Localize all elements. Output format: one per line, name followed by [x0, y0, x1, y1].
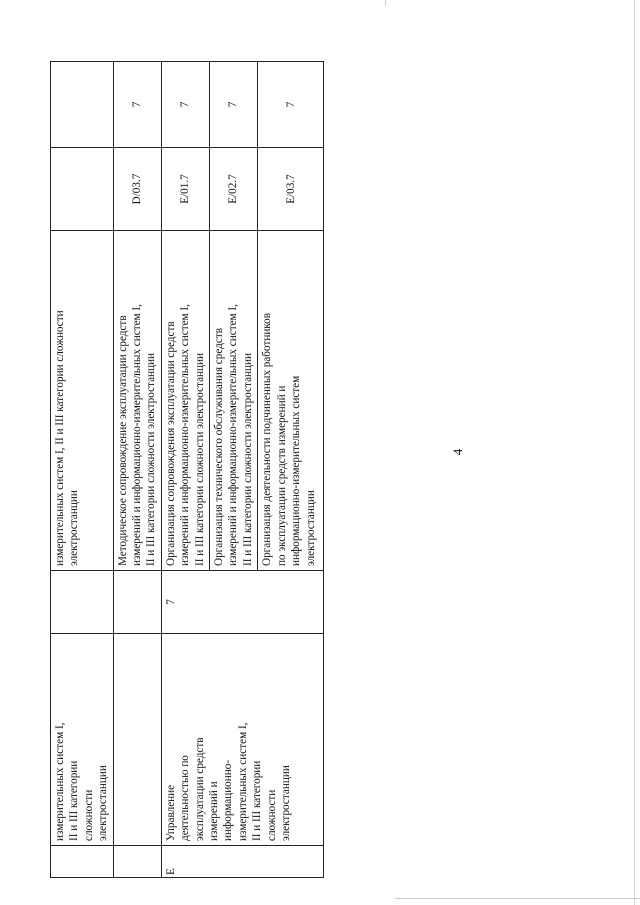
code-cell: E/03.7 — [258, 148, 324, 231]
text-line: информационно- — [222, 759, 235, 841]
text-line: измерительных систем I, — [54, 722, 66, 841]
level-cell — [51, 571, 114, 634]
text-line: Организация технического обслуживания средств — [213, 328, 226, 566]
labor-function-cell — [51, 231, 114, 571]
text-line: II и III категории сложности электростанции — [145, 353, 158, 566]
sublevel-cell: 7 — [258, 62, 324, 148]
scan-edge-top — [385, 0, 386, 6]
generalized-function-cell — [161, 634, 323, 846]
labor-function-cell — [258, 231, 324, 571]
text-line: измерительных систем I, II и III категории сложности — [54, 310, 66, 566]
text-line: электростанции — [97, 765, 110, 841]
functions-table — [50, 61, 324, 878]
text-line: измерений и информационно-измерительных систем I, — [131, 304, 144, 566]
labor-function-cell — [113, 231, 161, 571]
text-line: по эксплуатации средств измерений и — [275, 385, 288, 566]
rotated-page-content — [50, 62, 317, 878]
text-line: электростанции — [68, 490, 81, 566]
sublevel-cell: 7 — [161, 62, 209, 148]
text-line: деятельностью по — [179, 755, 192, 841]
sublevel-cell: 7 — [113, 62, 161, 148]
sublevel-cell — [51, 62, 114, 148]
text-line: измерений и информационно-измерительных систем I, — [227, 304, 240, 566]
code-cell: D/03.7 — [113, 148, 161, 231]
code-cell: E/01.7 — [161, 148, 209, 231]
text-line: II и III категории — [68, 760, 81, 841]
labor-function-cell — [161, 231, 209, 571]
table-row — [51, 62, 114, 878]
level-value: 7 — [164, 599, 177, 605]
letter-cell: E — [161, 846, 323, 878]
labor-function-cell — [210, 231, 258, 571]
page-number: 4 — [450, 448, 465, 456]
text-line: измерительных систем I, — [236, 722, 249, 841]
level-cell — [113, 571, 161, 634]
table-row — [113, 62, 161, 878]
text-line: информационно-измерительных систем — [290, 375, 303, 566]
text-line: Методическое сопровождение эксплуатации средств — [116, 315, 129, 566]
letter-cell — [51, 846, 114, 878]
sublevel-cell: 7 — [210, 62, 258, 148]
text-line: II и III категории — [251, 760, 264, 841]
text-line: электростанции — [304, 490, 317, 566]
scan-edge-right — [634, 0, 635, 905]
table-row — [161, 62, 209, 878]
letter-cell — [113, 846, 161, 878]
code-cell: E/02.7 — [210, 148, 258, 231]
text-line: Организация сопровождения эксплуатации средств — [164, 321, 177, 566]
scan-edge-bottom — [395, 898, 640, 899]
generalized-function-cell — [51, 634, 114, 846]
generalized-function-cell — [113, 634, 161, 846]
text-line: измерений и — [208, 781, 221, 841]
text-line: электростанции — [280, 765, 293, 841]
text-line: Управление — [164, 784, 177, 841]
code-cell — [51, 148, 114, 231]
text-line: Организация деятельности подчиненных работников — [261, 312, 274, 566]
text-line: сложности — [265, 789, 278, 841]
level-cell — [161, 571, 323, 634]
text-line: измерений и информационно-измерительных систем I, — [179, 304, 192, 566]
text-line: II и III категории сложности электростанции — [193, 353, 206, 566]
text-line: эксплуатации средств — [193, 737, 206, 841]
text-line: II и III категории сложности электростанции — [241, 353, 254, 566]
text-line: сложности — [82, 789, 95, 841]
